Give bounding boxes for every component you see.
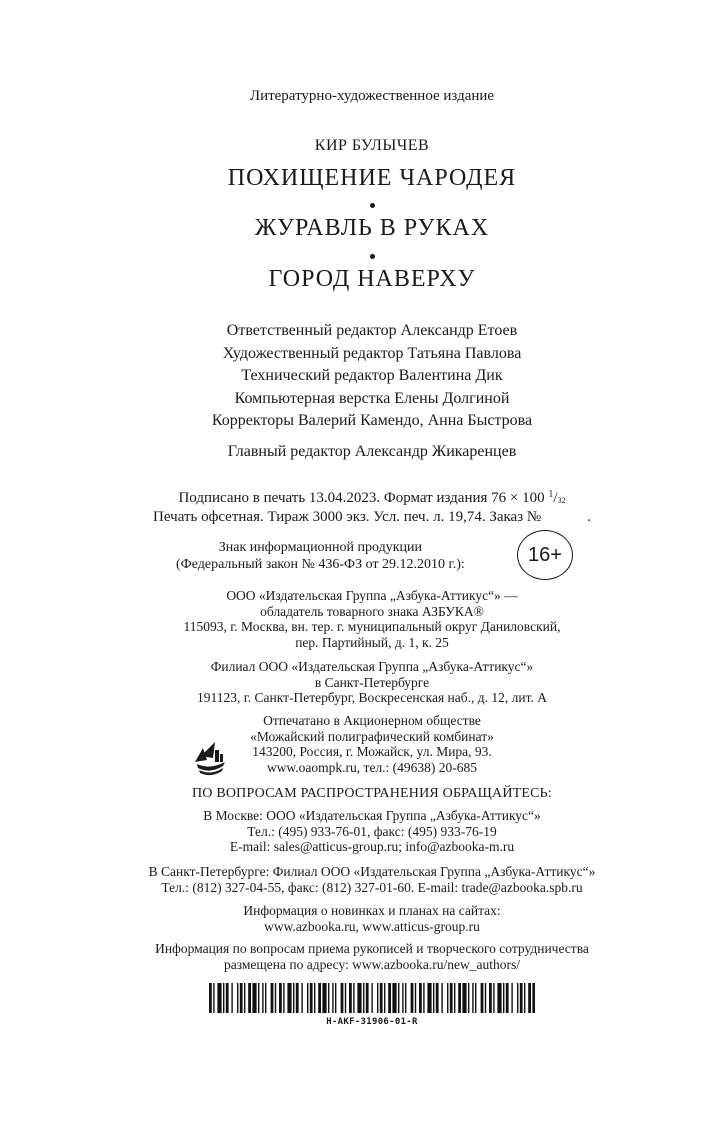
- barcode-bar: [371, 983, 372, 1013]
- barcode-bar: [454, 983, 455, 1013]
- branch-block: Филиал ООО «Издательская Группа „Азбука-Аттикус“» в Санкт-Петербурге 191123, г. Санкт-Петербург, Воскресенская наб., д. 12, лит. А: [197, 659, 547, 706]
- chief-editor: Главный редактор Александр Жикаренцев: [227, 443, 517, 460]
- barcode-bar: [388, 983, 391, 1013]
- barcode-bar: [503, 983, 504, 1013]
- barcode-bar: [226, 983, 229, 1013]
- barcode-bar: [252, 983, 256, 1013]
- title-1: ПОХИЩЕНИЕ ЧАРОДЕЯ: [227, 165, 517, 191]
- barcode-bar: [296, 983, 299, 1013]
- barcode-bar: [380, 983, 383, 1013]
- barcode-bar: [213, 983, 214, 1013]
- barcode-number: H-AKF-31906-01-R: [326, 1017, 418, 1027]
- genre-label: Литературно-художественное издание: [249, 88, 495, 104]
- barcode-bar: [258, 983, 259, 1013]
- title-3: ГОРОД НАВЕРХУ: [268, 266, 476, 292]
- barcode-bar: [447, 983, 448, 1013]
- barcode-bar: [398, 983, 399, 1013]
- barcode-bar: [485, 983, 486, 1013]
- barcode-bar: [237, 983, 238, 1013]
- format-fraction: $^1/_{32}$: [548, 489, 566, 506]
- barcode-bar: [310, 983, 313, 1013]
- credit-line: Корректоры Валерий Камендо, Анна Быстрова: [211, 412, 533, 429]
- title-separator-dot: [370, 254, 375, 259]
- barcode-bar: [392, 983, 396, 1013]
- print-info-line-2: Печать офсетная. Тираж 3000 экз. Усл. печ. л. 19,74. Заказ № .: [153, 509, 591, 525]
- barcode-bar: [366, 983, 369, 1013]
- barcode-bar: [506, 983, 509, 1013]
- barcode-bar: [283, 983, 284, 1013]
- barcode-bar: [427, 983, 431, 1013]
- barcode-bar: [349, 983, 352, 1013]
- barcode-bar: [472, 983, 473, 1013]
- barcode-bar: [341, 983, 344, 1013]
- barcode-bar: [377, 983, 378, 1013]
- barcode-bar: [520, 983, 523, 1013]
- barcode-bar: [271, 983, 274, 1013]
- barcode-bar: [335, 983, 336, 1013]
- info-label-text: Знак информационной продукции (Федеральный закон № 436-ФЗ от 29.12.2010 г.):: [176, 540, 465, 572]
- moscow-contacts: В Москве: ООО «Издательская Группа „Азбука-Аттикус“» Тел.: (495) 933-76-01, факс: (495) 933-76-19 E-mail: sales@atticus-group.ru; info@azbooka-m.ru: [203, 808, 541, 855]
- barcode-bar: [353, 983, 354, 1013]
- credit-line: Художественный редактор Татьяна Павлова: [222, 344, 522, 362]
- barcode-bar: [532, 983, 535, 1013]
- credits-list: [0, 320, 709, 433]
- printer-block: Отпечатано в Акционерном обществе «Можайский полиграфический комбинат» 143200, Россия, г. Можайск, ул. Мира, 93. www.oaompk.ru, тел.: (49638) 20-685: [250, 713, 494, 776]
- barcode-bar: [481, 983, 484, 1013]
- barcode-bar: [468, 983, 469, 1013]
- barcode-bar: [441, 983, 442, 1013]
- barcode-bar: [528, 983, 531, 1013]
- barcode-bar: [318, 983, 321, 1013]
- barcode-bar: [287, 983, 291, 1013]
- barcode-bar: [248, 983, 251, 1013]
- credit-line: Технический редактор Валентина Дик: [241, 367, 503, 384]
- credit-line: Ответственный редактор Александр Етоев: [226, 322, 518, 339]
- barcode-bar: [462, 983, 466, 1013]
- barcode-bar: [402, 983, 403, 1013]
- barcode-bar: [524, 983, 525, 1013]
- credit-line: Компьютерная верстка Елены Долгиной: [234, 389, 510, 407]
- barcode-bar: [415, 983, 416, 1013]
- spb-contacts: В Санкт-Петербурге: Филиал ООО «Издательская Группа „Азбука-Аттикус“» Тел.: (812) 327-04-55, факс: (812) 327-01-60. E-mail: trade@azbooka.spb.ru: [148, 864, 596, 895]
- barcode-bar: [419, 983, 422, 1013]
- barcode-bar: [411, 983, 414, 1013]
- barcode-bar: [384, 983, 385, 1013]
- barcode-bar: [363, 983, 364, 1013]
- barcode-bar: [262, 983, 263, 1013]
- distribution-heading: ПО ВОПРОСАМ РАСПРОСТРАНЕНИЯ ОБРАЩАЙТЕСЬ:: [192, 786, 552, 801]
- barcode-bar: [275, 983, 276, 1013]
- barcode-bar: [357, 983, 361, 1013]
- barcode-bar: [493, 983, 494, 1013]
- barcode-bar: [436, 983, 439, 1013]
- barcode-bar: [322, 983, 326, 1013]
- barcode-bar: [240, 983, 243, 1013]
- barcode-bar: [217, 983, 221, 1013]
- publisher-block: ООО «Издательская Группа „Азбука-Аттикус“» — обладатель товарного знака АЗБУКА® 115093, г. Москва, вн. тер. г. муниципальный округ Даниловский, пер. Партийный, д. 1, к. 25: [183, 588, 561, 651]
- age-rating-badge: 16+: [517, 530, 573, 580]
- barcode-bar: [423, 983, 424, 1013]
- title-2: ЖУРАВЛЬ В РУКАХ: [254, 215, 490, 241]
- barcode-bar: [497, 983, 501, 1013]
- manuscripts-info: Информация по вопросам приема рукописей и творческого сотрудничества размещена по адресу: www.azbooka.ru/new_authors/: [155, 941, 589, 972]
- barcode-bar: [458, 983, 461, 1013]
- barcode-bar: [511, 983, 512, 1013]
- barcode-bar: [328, 983, 329, 1013]
- barcode-bar: [265, 983, 266, 1013]
- websites-info: Информация о новинках и планах на сайтах: www.azbooka.ru, www.atticus-group.ru: [243, 903, 501, 934]
- barcode-bar: [450, 983, 453, 1013]
- barcode-bar: [433, 983, 434, 1013]
- barcode-bar: [279, 983, 282, 1013]
- print-info: [0, 486, 709, 526]
- barcode-bar: [314, 983, 315, 1013]
- barcode-bar: [489, 983, 492, 1013]
- barcode-bar: [307, 983, 308, 1013]
- barcode-bar: [301, 983, 302, 1013]
- barcode: [209, 983, 535, 1013]
- barcode-bar: [293, 983, 294, 1013]
- barcode-bar: [223, 983, 224, 1013]
- barcode-bar: [209, 983, 212, 1013]
- title-separator-dot: [370, 203, 375, 208]
- barcode-bar: [332, 983, 333, 1013]
- barcode-bar: [244, 983, 245, 1013]
- author-name: КИР БУЛЫЧЕВ: [314, 137, 430, 154]
- barcode-bar: [231, 983, 232, 1013]
- barcode-bar: [517, 983, 518, 1013]
- print-info-line-1: Подписано в печать 13.04.2023. Формат издания 76 × 100 $^1/_{32}$: [178, 489, 566, 506]
- barcode-bar: [475, 983, 476, 1013]
- printer-logo-icon: [193, 740, 227, 776]
- barcode-bar: [345, 983, 346, 1013]
- barcode-bar: [405, 983, 406, 1013]
